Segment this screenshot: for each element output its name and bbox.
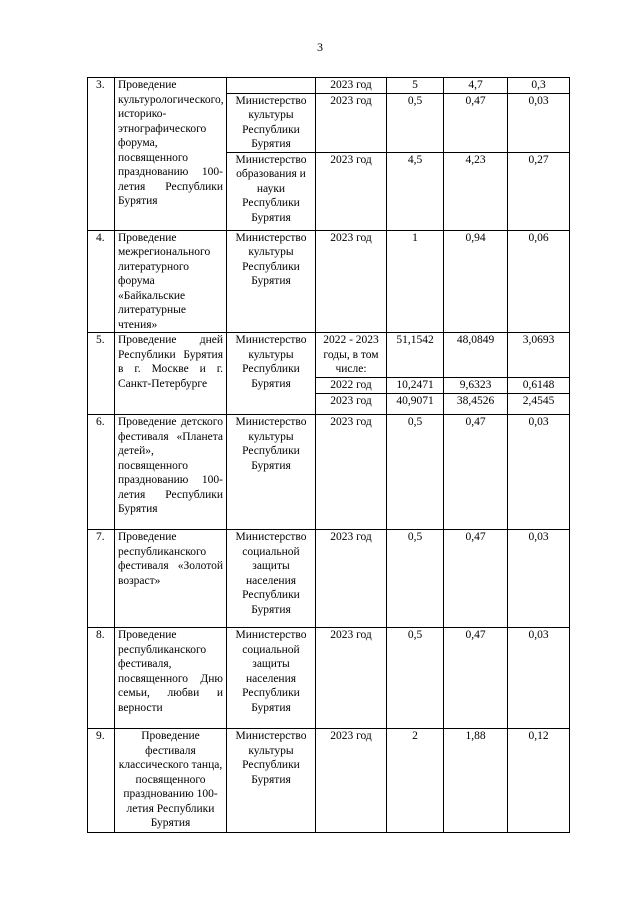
regional-value: 0,27 [508,152,570,230]
ministry [227,78,316,94]
ministry: Министерство культуры Республики Бурятия [227,729,316,833]
period: 2023 год [316,230,387,333]
federal-value: 1,88 [444,729,508,833]
event-name: Проведение детского фестиваля «Планета детей», посвященного празднованию 100-летия Республики Бурятия [115,415,227,530]
table-row [88,729,570,833]
regional-value: 0,12 [508,729,570,833]
federal-value: 4,7 [444,78,508,94]
federal-value: 9,6323 [444,378,508,394]
total-value: 10,2471 [387,378,444,394]
period: 2023 год [316,415,387,530]
period: 2023 год [316,394,387,415]
table-row [88,628,570,729]
table-row [88,230,570,333]
regional-value: 2,4545 [508,394,570,415]
period: 2023 год [316,628,387,729]
federal-value: 0,47 [444,530,508,628]
event-name: Проведение межрегионального литературного форума «Байкальские литературные чтения» [115,230,227,333]
event-name: Проведение республиканского фестиваля «Золотой возраст» [115,530,227,628]
total-value: 0,5 [387,93,444,152]
federal-value: 0,47 [444,415,508,530]
regional-value: 3,0693 [508,333,570,378]
ministry: Министерство образования и науки Республики Бурятия [227,152,316,230]
period: 2023 год [316,78,387,94]
period: 2022 год [316,378,387,394]
table-row [88,530,570,628]
table-row [88,78,570,94]
total-value: 1 [387,230,444,333]
period: 2023 год [316,729,387,833]
total-value: 0,5 [387,628,444,729]
ministry: Министерство культуры Республики Бурятия [227,333,316,415]
regional-value: 0,03 [508,628,570,729]
regional-value: 0,3 [508,78,570,94]
row-number: 6. [88,415,115,530]
federal-value: 4,23 [444,152,508,230]
period: 2022 - 2023 годы, в том числе: [316,333,387,378]
row-number: 5. [88,333,115,415]
table-row [88,415,570,530]
total-value: 40,9071 [387,394,444,415]
regional-value: 0,06 [508,230,570,333]
page-number: 3 [317,40,323,54]
federal-value: 48,0849 [444,333,508,378]
ministry: Министерство культуры Республики Бурятия [227,415,316,530]
event-name: Проведение дней Республики Бурятия в г. Москве и г. Санкт-Петербурге [115,333,227,415]
table-row [88,333,570,378]
total-value: 0,5 [387,415,444,530]
total-value: 51,1542 [387,333,444,378]
regional-value: 0,03 [508,93,570,152]
federal-value: 0,47 [444,628,508,729]
total-value: 2 [387,729,444,833]
period: 2023 год [316,152,387,230]
row-number: 8. [88,628,115,729]
ministry: Министерство культуры Республики Бурятия [227,93,316,152]
total-value: 5 [387,78,444,94]
federal-value: 0,47 [444,93,508,152]
regional-value: 0,03 [508,530,570,628]
regional-value: 0,03 [508,415,570,530]
period: 2023 год [316,93,387,152]
period: 2023 год [316,530,387,628]
event-name: Проведение культурологического, историко-этнографического форума, посвященного празднованию 100-летия Республики Бурятия [115,78,227,231]
total-value: 4,5 [387,152,444,230]
row-number: 7. [88,530,115,628]
ministry: Министерство социальной защиты населения Республики Бурятия [227,628,316,729]
row-number: 4. [88,230,115,333]
federal-value: 38,4526 [444,394,508,415]
event-name: Проведение республиканского фестиваля, посвященного Дню семьи, любви и верности [115,628,227,729]
funding-table [87,77,570,833]
row-number: 3. [88,78,115,231]
total-value: 0,5 [387,530,444,628]
federal-value: 0,94 [444,230,508,333]
event-name: Проведение фестиваля классического танца, посвященного празднованию 100-летия Республики Бурятия [115,729,227,833]
ministry: Министерство культуры Республики Бурятия [227,230,316,333]
regional-value: 0,6148 [508,378,570,394]
ministry: Министерство социальной защиты населения Республики Бурятия [227,530,316,628]
row-number: 9. [88,729,115,833]
